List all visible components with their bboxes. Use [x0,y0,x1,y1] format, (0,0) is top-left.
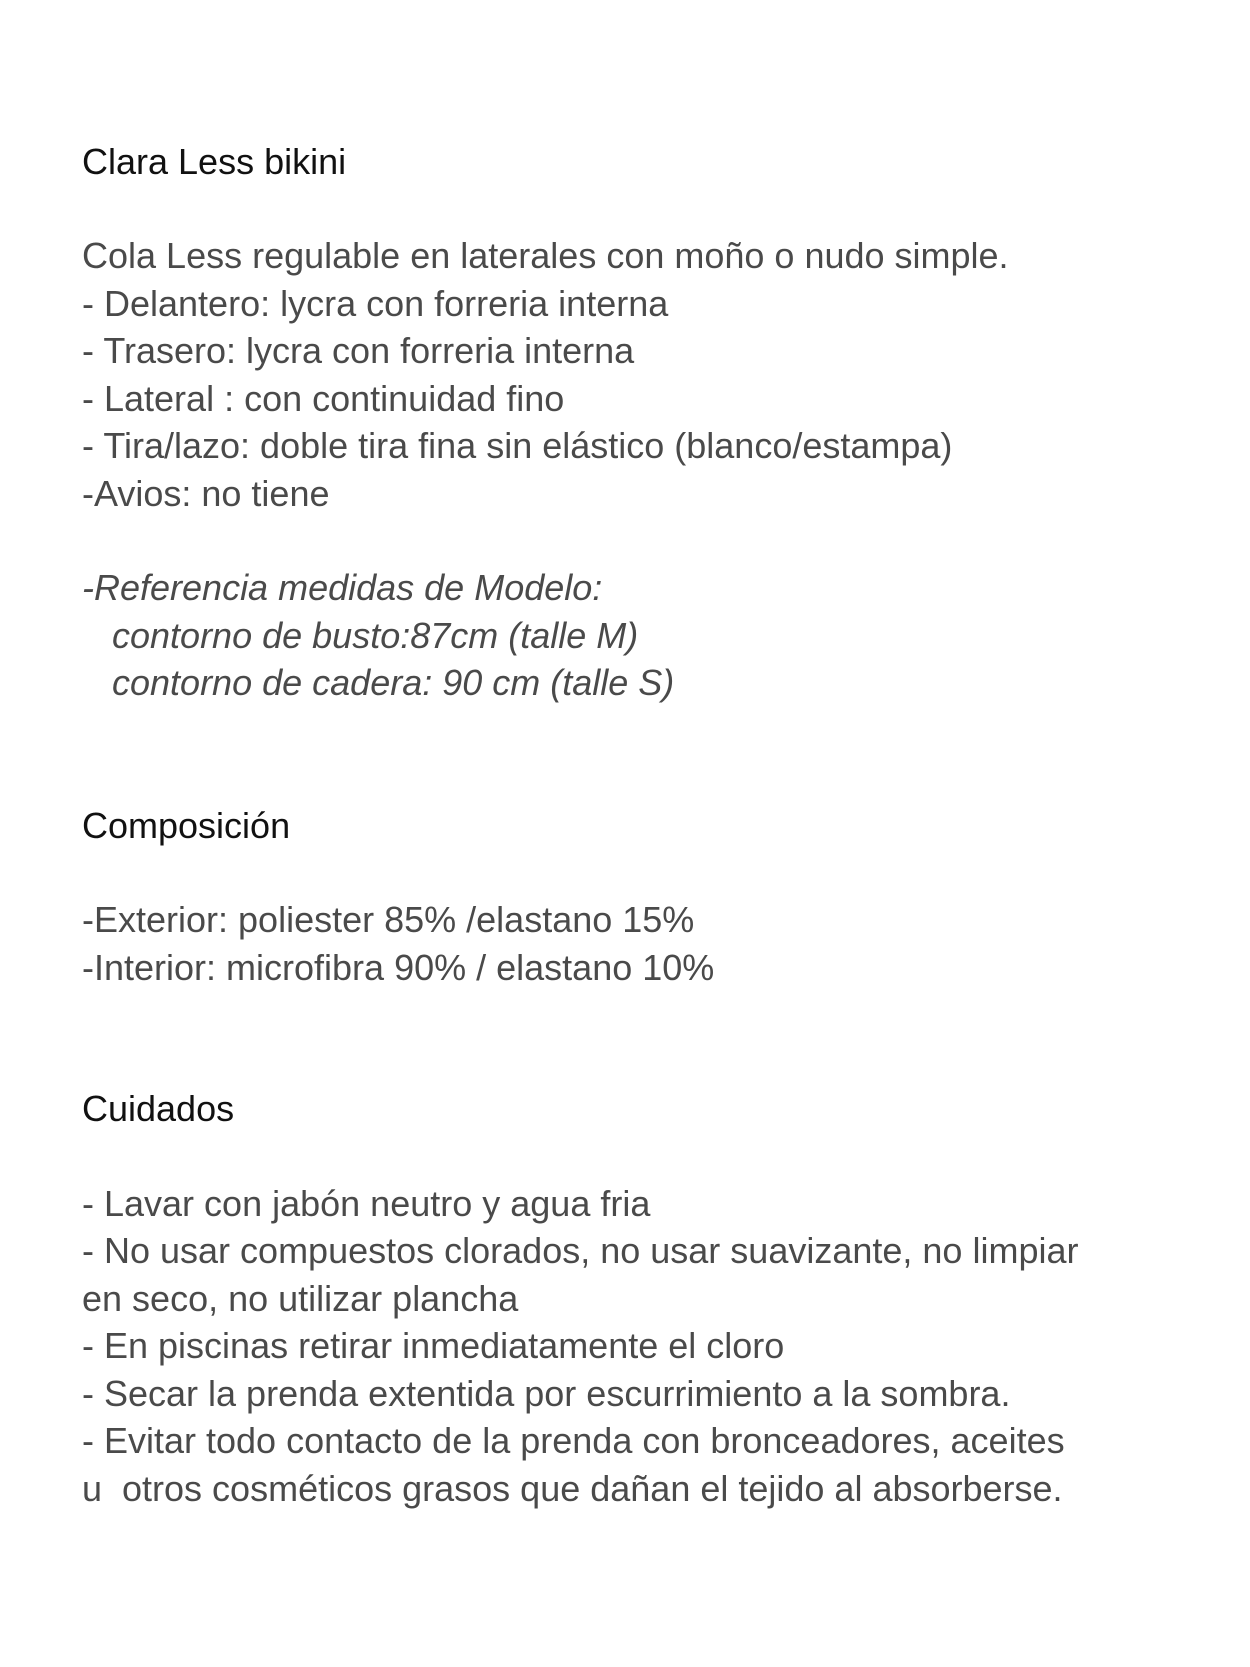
description-intro: Cola Less regulable en laterales con moño o nudo simple. [82,235,1009,276]
model-reference-line: contorno de busto:87cm (talle M) [82,615,639,656]
feature-line: - Lateral : con continuidad fino [82,378,565,419]
composition-line: -Interior: microfibra 90% / elastano 10% [82,947,715,988]
care-heading: Cuidados [82,1088,235,1129]
care-line: - Lavar con jabón neutro y agua fria [82,1183,651,1224]
feature-line: - Tira/lazo: doble tira fina sin elástico (blanco/estampa) [82,425,953,466]
feature-line: - Delantero: lycra con forreria interna [82,283,669,324]
care-line: en seco, no utilizar plancha [82,1278,519,1319]
care-line: - En piscinas retirar inmediatamente el cloro [82,1325,785,1366]
care-line: - No usar compuestos clorados, no usar suavizante, no limpiar [82,1230,1079,1271]
feature-line: -Avios: no tiene [82,473,330,514]
model-reference-heading: -Referencia medidas de Modelo: [82,567,603,608]
model-reference-line: contorno de cadera: 90 cm (talle S) [82,662,675,703]
composition-line: -Exterior: poliester 85% /elastano 15% [82,899,695,940]
composition-heading: Composición [82,805,291,846]
feature-line: - Trasero: lycra con forreria interna [82,330,635,371]
care-line: - Evitar todo contacto de la prenda con bronceadores, aceites [82,1420,1065,1461]
product-title: Clara Less bikini [82,141,347,182]
care-line: u otros cosméticos grasos que dañan el tejido al absorberse. [82,1468,1063,1509]
care-line: - Secar la prenda extentida por escurrimiento a la sombra. [82,1373,1011,1414]
